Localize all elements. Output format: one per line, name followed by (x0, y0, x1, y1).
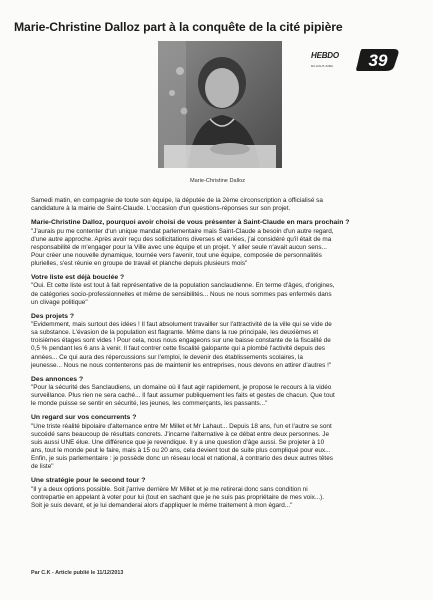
answer-text: "Il y a deux options possible. Soit j'arrive derrière Mr Millet et je me retirerai donc sans condition ni contrepartie en appelant à voter pour lui (tout en sachant que je ne suis pas propriétaire de mes voix...). Soit je suis devant, et je lui demanderai alors d'appliquer le même traitement à mon égard..." (31, 485, 325, 509)
answer-text: "Pour la sécurité des Sanclaudiens, un domaine où il faut agir rapidement, je propose le recours à la vidéo surveillance. Plus rien ne sera caché... Il faut assumer publiquement les faits et gestes de chacun. Que tout le monde puisse se sentir en sécurité, les jeunes, les commerçants, les passants..." (31, 384, 335, 408)
article-body (31, 197, 414, 516)
portrait-photo (158, 41, 282, 168)
question-heading: Marie-Christine Dalloz, pourquoi avoir choisi de vous présenter à Saint-Claude en mars prochain ? (31, 219, 350, 227)
answer-text: "Oui. Et cette liste est tout à fait représentative de la population sanclaudienne. En terme d'âges, d'origines, de catégories socio-professionnelles et même de sensibilités... Nous ne nous sommes pas enfermés dans un clivage politique" (31, 282, 335, 306)
question-heading: Un regard sur vos concurrents ? (31, 414, 137, 422)
logo-number-badge (356, 46, 400, 72)
question-heading: Des projets ? (31, 312, 75, 320)
logo-number: 39 (368, 51, 388, 70)
logo-name: HEBDO (311, 51, 339, 60)
portrait-image (158, 41, 282, 168)
answer-text: "Evidemment, mais surtout des idées ! Il faut absolument travailler sur l'attractivité de la ville qui se vide de sa substance. L'évasion de la population est flagrante. Même dans la rue principale, les deuxièmes et troisièmes étages sont vides ! Pour cela, nous nous engageons sur une baisse constante de la fiscalité de 0,5 % pendant les 6 ans à venir. Il faut contrer cette fiscalité galopante qui a plombé l'activité depuis des années... Ce qui aura des répercussions sur l'emploi, le devenir des établissements scolaires, la jeunesse... Nous ne nous contenterons pas de maintenir les entreprises, nous devons en attirer d'autres !" (31, 321, 332, 369)
article-intro: Samedi matin, en compagnie de toute son équipe, la députée de la 2ème circonscription a officialisé sa candidature à la mairie de Saint-Claude. L'occasion d'un questions-réponses sur son projet. (31, 197, 323, 213)
question-heading: Votre liste est déjà bouclée ? (31, 274, 125, 282)
answer-text: "J'aurais pu me contenter d'un unique mandat parlementaire mais Saint-Claude a besoin d'un autre regard, d'une autre approche. Après avoir reçu des sollicitations diverses et variées, j'ai considéré qu'il était de ma responsabilité de m'engager pour la Ville avec une équipe et un projet. Y aller seule n'avait aucun sens... Pour créer une nouvelle dynamique, tournée vers l'avenir, tout une équipe, composée de personnalités plurielles, s'est réunie en groupe de travail et planche depuis plusieurs mois" (31, 227, 334, 267)
hebdo39-logo (310, 46, 402, 74)
logo-tagline: DU HAUT-JURA (311, 64, 334, 68)
photo-caption: Marie-Christine Dalloz (190, 178, 246, 184)
article-byline: Par C.K - Article publié le 11/12/2013 (31, 570, 124, 576)
question-heading: Des annonces ? (31, 375, 84, 383)
question-heading: Une stratégie pour le second tour ? (31, 477, 146, 485)
answer-text: "Une triste réalité bipolaire d'alternance entre Mr Millet et Mr Lahaut... Depuis 18 ans, l'un et l'autre se sont succédé sans beaucoup de résultats concrets. J'incarne l'alternative à ce débat entre deux personnes. Je suis aussi UNE élue. Une différence que je revendique. Il y a une question d'âge aussi. Se projeter à 10 ans, tout le monde peut le faire, mais à 15 ou 20 ans, cela devient tout de suite plus compliqué pour eux... Enfin, je suis parlementaire : je possède donc un réseau local et national, à contrario des deux autres têtes de liste" (31, 422, 333, 471)
article-title: Marie-Christine Dalloz part à la conquête de la cité pipière (14, 20, 343, 34)
